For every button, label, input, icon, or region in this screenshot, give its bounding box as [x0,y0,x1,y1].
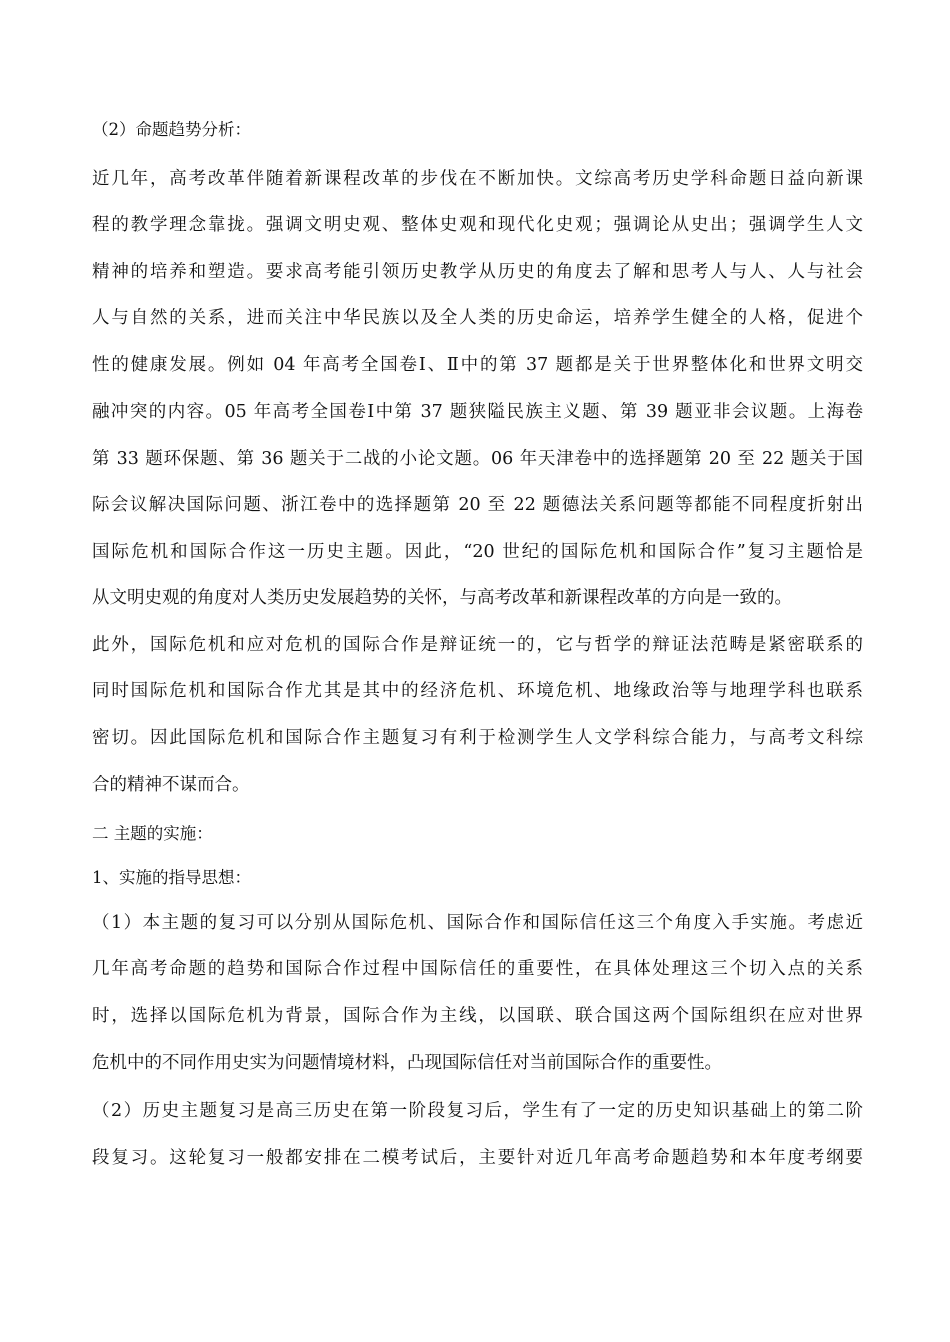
paragraph-line: 第 33 题环保题、第 36 题关于二战的小论文题。06 年天津卷中的选择题第 20 至 22 题关于国 [92,449,863,469]
paragraph-line: 段复习。这轮复习一般都安排在二模考试后，主要针对近几年高考命题趋势和本年度考纲要 [92,1148,863,1168]
paragraph-line: （1）本主题的复习可以分别从国际危机、国际合作和国际信任这三个角度入手实施。考虑近 [92,913,863,933]
paragraph-line: 融冲突的内容。05 年高考全国卷Ⅰ中第 37 题狭隘民族主义题、第 39 题亚非会议题。上海卷 [92,402,863,422]
paragraph-line: 际会议解决国际问题、浙江卷中的选择题第 20 至 22 题德法关系问题等都能不同程度折射出 [92,495,863,515]
paragraph-line: 程的教学理念靠拢。强调文明史观、整体史观和现代化史观；强调论从史出；强调学生人文 [92,215,863,235]
paragraph-line: 此外，国际危机和应对危机的国际合作是辩证统一的，它与哲学的辩证法范畴是紧密联系的 [92,635,863,655]
paragraph-line: 人与自然的关系，进而关注中华民族以及全人类的历史命运，培养学生健全的人格，促进个 [92,308,863,328]
paragraph-line: 同时国际危机和国际合作尤其是其中的经济危机、环境危机、地缘政治等与地理学科也联系 [92,681,863,701]
paragraph-line: 国际危机和国际合作这一历史主题。因此，“20 世纪的国际危机和国际合作”复习主题恰是 [92,542,863,562]
paragraph-line: 精神的培养和塑造。要求高考能引领历史教学从历史的角度去了解和思考人与人、人与社会 [92,262,863,282]
paragraph-line: 性的健康发展。例如 04 年高考全国卷Ⅰ、Ⅱ中的第 37 题都是关于世界整体化和世界文明交 [92,355,863,375]
paragraph-line: 几年高考命题的趋势和国际合作过程中国际信任的重要性，在具体处理这三个切入点的关系 [92,959,863,979]
document-page: （2）命题趋势分析： 近几年，高考改革伴随着新课程改革的步伐在不断加快。文综高考历史学科命题日益向新课 程的教学理念靠拢。强调文明史观、整体史观和现代化史观；强调论从史出；强调学生人文 精神的培养和塑造。要求高考能引领历史教学从历史的角度去了解和思考人与人、人与社会 人与自然的关系，进而关注中华民族以及全人类的历史命运，培养学生健全的人格，促进个 性的健康发展。例如 04 年高考全国卷Ⅰ、Ⅱ中的第 37 题都是关于世界整体化和世界文明交 融冲突的内容。05 年高考全国卷Ⅰ中第 37 题狭隘民族主义题、第 39 题亚非会议题。上海卷 第 33 题环保题、第 36 题关于二战的小论文题。06 年天津卷中的选择题第 20 至 22 题关于国 际会议解决国际问题、浙江卷中的选择题第 20 至 22 题德法关系问题等都能不同程度折射出 国际危机和国际合作这一历史主题。因此，“20 世纪的国际危机和国际合作”复习主题恰是 从文明史观的角度对人类历史发展趋势的关怀，与高考改革和新课程改革的方向是一致的。 此外，国际危机和应对危机的国际合作是辩证统一的，它与哲学的辩证法范畴是紧密联系的 同时国际危机和国际合作尤其是其中的经济危机、环境危机、地缘政治等与地理学科也联系 密切。因此国际危机和国际合作主题复习有利于检测学生人文学科综合能力，与高考文科综 合的精神不谋而合。 二 主题的实施： 1、实施的指导思想： （1）本主题的复习可以分别从国际危机、国际合作和国际信任这三个角度入手实施。考虑近 几年高考命题的趋势和国际合作过程中国际信任的重要性，在具体处理这三个切入点的关系 时，选择以国际危机为背景，国际合作为主线，以国联、联合国这两个国际组织在应对世界 危机中的不同作用史实为问题情境材料，凸现国际信任对当前国际合作的重要性。 （2）历史主题复习是高三历史在第一阶段复习后，学生有了一定的历史知识基础上的第二阶 段复习。这轮复习一般都安排在二模考试后，主要针对近几年高考命题趋势和本年度考纲要 [0,0,950,1342]
paragraph-line: 近几年，高考改革伴随着新课程改革的步伐在不断加快。文综高考历史学科命题日益向新课 [92,169,863,189]
paragraph-line: 时，选择以国际危机为背景，国际合作为主线，以国联、联合国这两个国际组织在应对世界 [92,1006,863,1026]
paragraph-line: 密切。因此国际危机和国际合作主题复习有利于检测学生人文学科综合能力，与高考文科综 [92,728,863,748]
paragraph-line: （2）历史主题复习是高三历史在第一阶段复习后，学生有了一定的历史知识基础上的第二阶 [92,1101,863,1121]
